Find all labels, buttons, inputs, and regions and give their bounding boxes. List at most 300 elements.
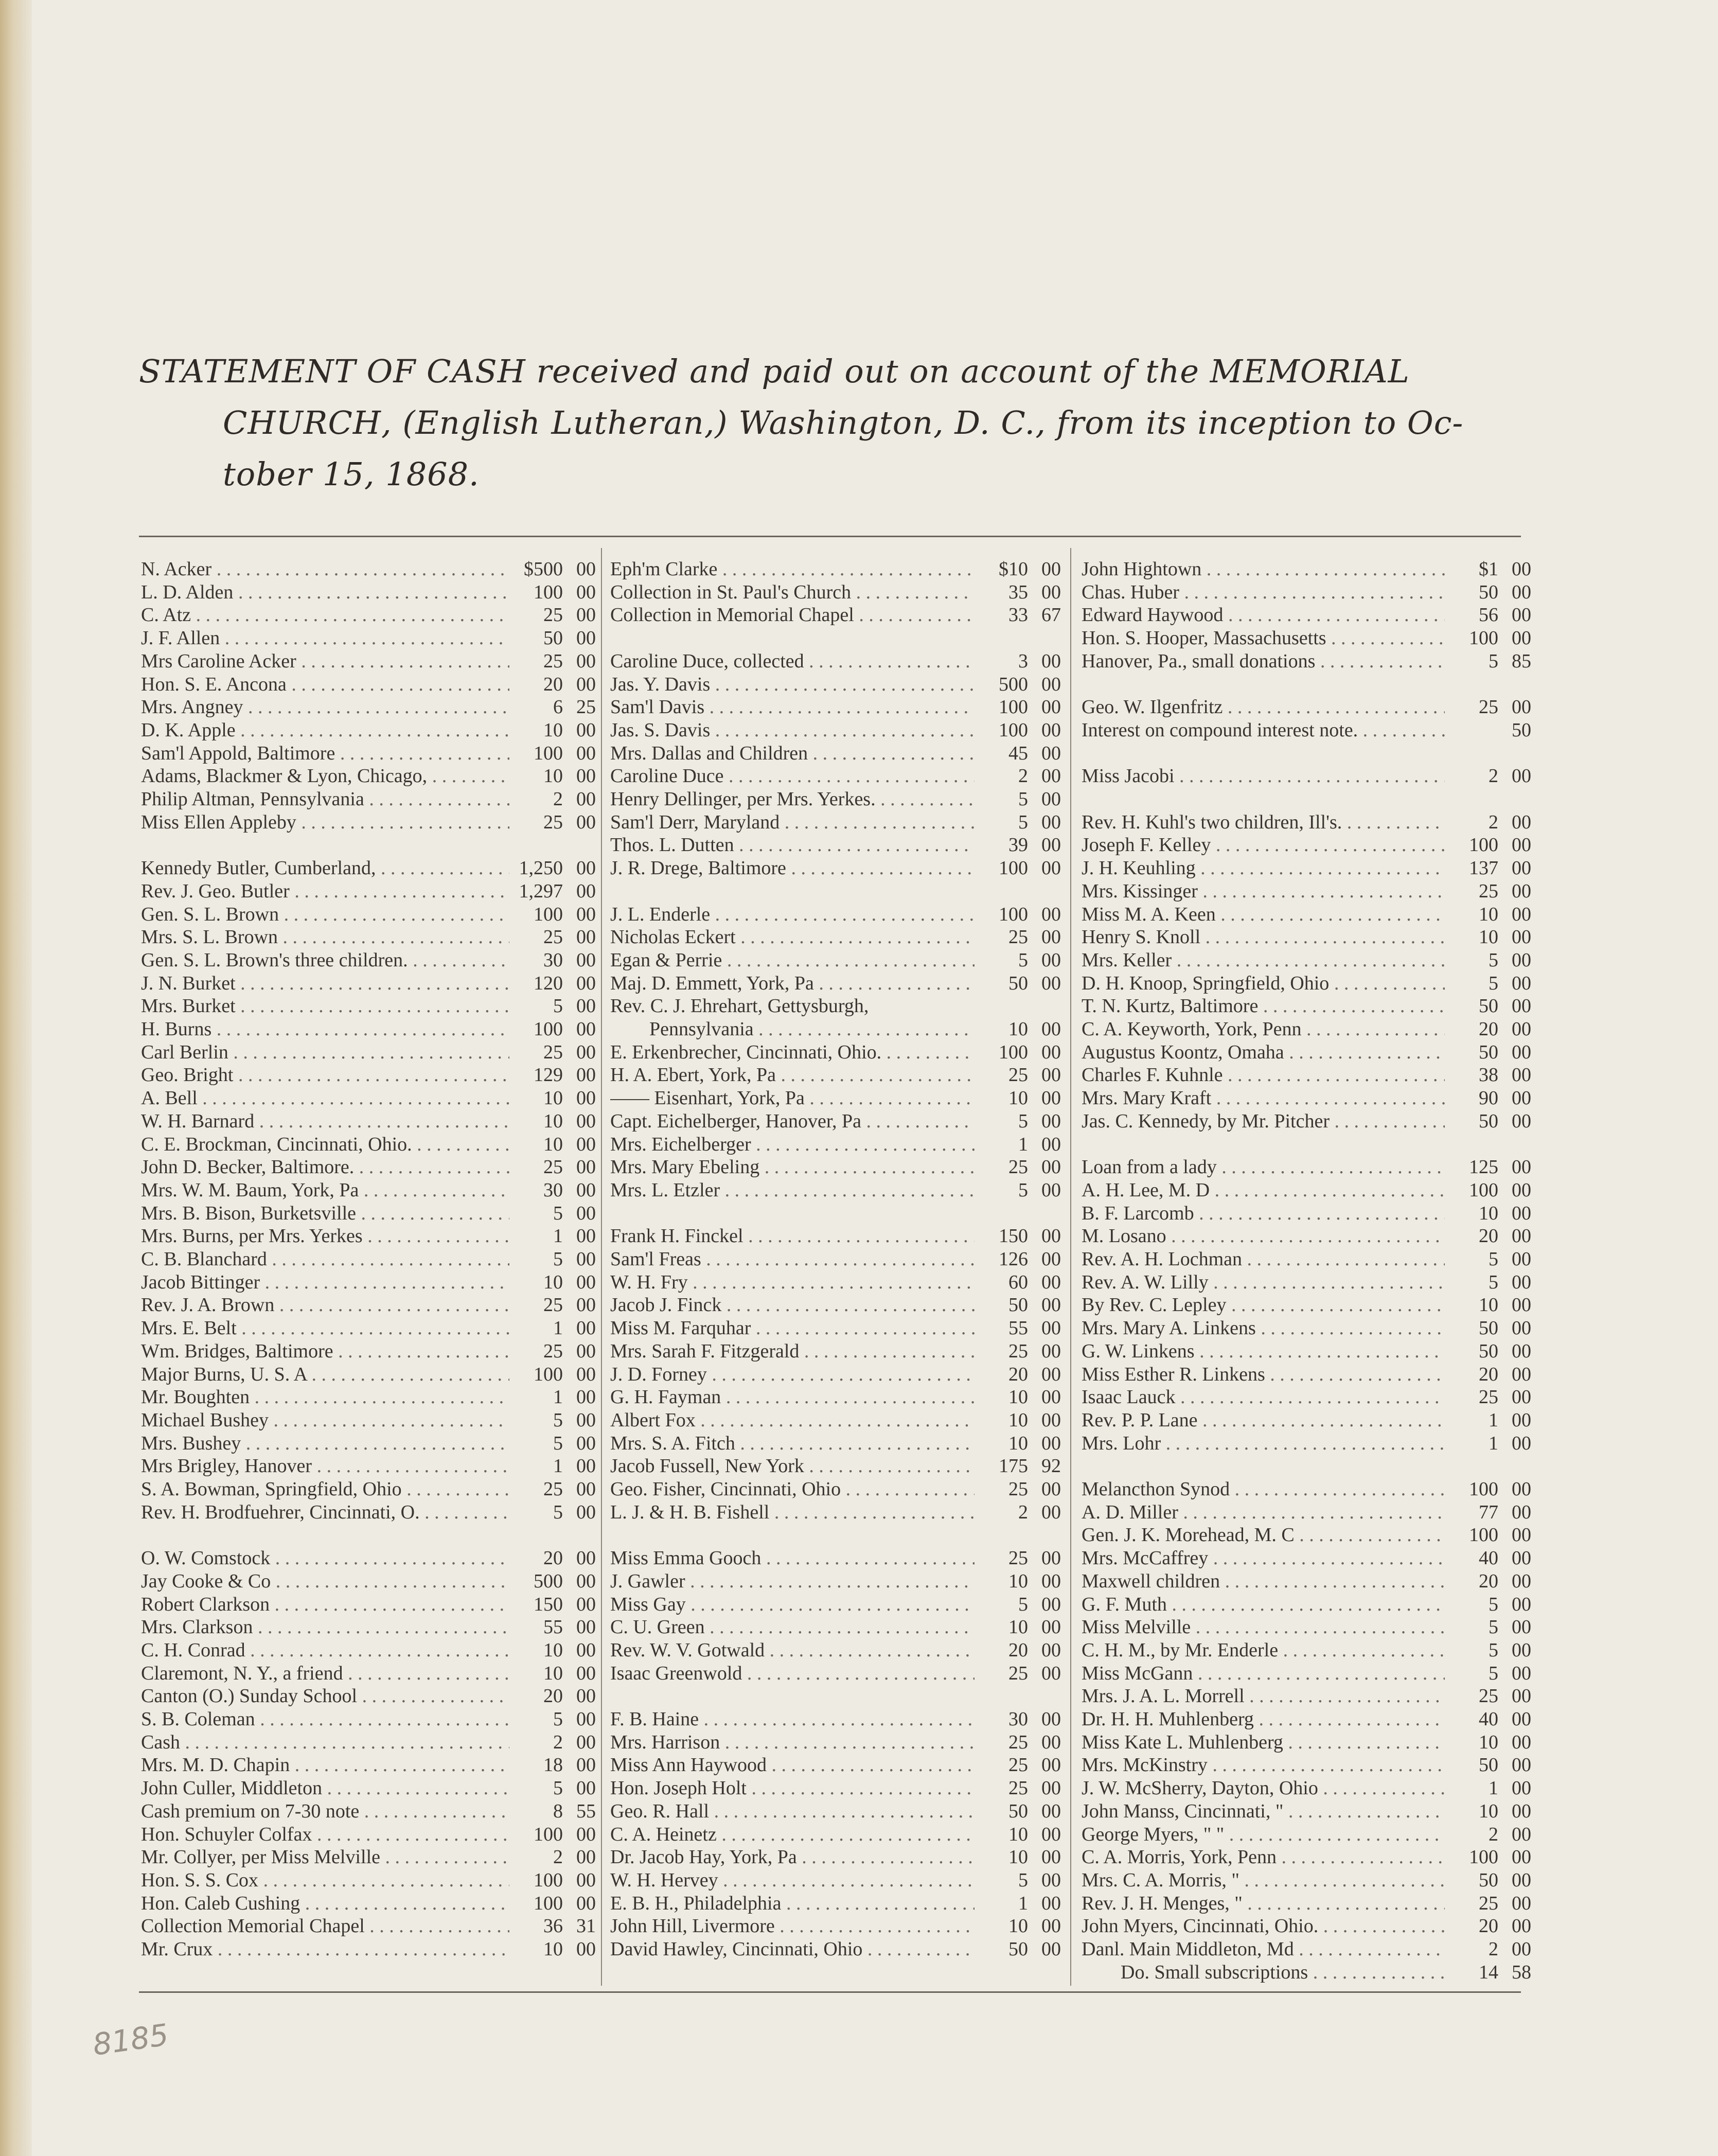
donor-name: Hon. Caleb Cushing . . . (141, 1892, 509, 1915)
donor-name: Cash . . . (141, 1731, 509, 1754)
amount-cents: 00 (1041, 1639, 1061, 1661)
donor-name: Gen. J. K. Morehead, M. C . . . (1082, 1524, 1445, 1546)
amount-cents: 00 (576, 1616, 596, 1638)
ledger-row (1078, 995, 1531, 1017)
amount-cents: 00 (1512, 558, 1531, 580)
ledger-row (138, 1363, 596, 1386)
amount-cents: 00 (1041, 1409, 1061, 1431)
amount-cents: 00 (1512, 834, 1531, 856)
ledger-row (607, 1179, 1061, 1201)
amount-cents: 00 (1041, 650, 1061, 672)
donor-name: Mrs. J. A. L. Morrell . . . (1082, 1685, 1445, 1707)
ledger-row (1078, 1869, 1531, 1892)
donor-name: Mrs. W. M. Baum, York, Pa . . . (141, 1179, 509, 1201)
amount-dollars: 20 (1479, 1225, 1498, 1247)
donor-name: Rev. W. V. Gotwald . . . (610, 1639, 975, 1662)
amount-cents: 00 (576, 1133, 596, 1155)
ledger-row (138, 673, 596, 696)
amount-dollars: 25 (543, 604, 563, 626)
amount-dollars: 77 (1479, 1501, 1498, 1523)
donor-name: Jay Cooke & Co . . . (141, 1570, 509, 1593)
ledger-row (607, 1915, 1061, 1937)
amount-dollars: 25 (1008, 1478, 1028, 1500)
amount-cents: 00 (1041, 742, 1061, 764)
amount-cents: 00 (1512, 1662, 1531, 1684)
amount-dollars: 5 (1489, 1616, 1498, 1638)
amount-dollars: 30 (543, 1179, 563, 1201)
ledger-row (138, 1754, 596, 1776)
amount-dollars: 2 (1018, 765, 1028, 787)
ledger-row (607, 1041, 1061, 1064)
donor-name: G. W. Linkens . . . (1082, 1340, 1445, 1363)
donor-name: Do. Small subscriptions . . . (1082, 1961, 1445, 1984)
amount-dollars: 2 (1489, 811, 1498, 833)
amount-dollars: 10 (1008, 1915, 1028, 1937)
ledger-row (138, 1133, 596, 1156)
amount-cents: 00 (1512, 696, 1531, 718)
donor-name: J. Gawler . . . (610, 1570, 975, 1593)
donor-name: A. D. Miller . . . (1082, 1501, 1445, 1524)
amount-cents: 00 (576, 949, 596, 971)
amount-cents: 92 (1041, 1455, 1061, 1477)
amount-dollars: 500 (534, 1570, 563, 1592)
amount-dollars: 50 (1008, 1800, 1028, 1822)
donor-name: Dr. Jacob Hay, York, Pa . . . (610, 1846, 975, 1868)
amount-dollars: 2 (553, 1731, 563, 1753)
amount-cents: 00 (1041, 1018, 1061, 1040)
amount-dollars: 10 (543, 765, 563, 787)
donor-name: E. B. H., Philadelphia . . . (610, 1892, 975, 1915)
ledger-row (607, 1340, 1061, 1363)
donor-name: Interest on compound interest note. . . . (1082, 719, 1445, 741)
amount-cents: 00 (1041, 1662, 1061, 1684)
amount-cents: 00 (1512, 1823, 1531, 1845)
ledger-row (138, 1202, 596, 1225)
ledger-row (1078, 1087, 1531, 1109)
amount-dollars: 125 (1469, 1156, 1498, 1178)
amount-cents: 00 (1041, 1271, 1061, 1293)
amount-dollars: 1 (1489, 1409, 1498, 1431)
amount-cents: 00 (1512, 604, 1531, 626)
amount-cents: 25 (576, 696, 596, 718)
amount-dollars: 5 (1018, 1593, 1028, 1615)
ledger-row (138, 857, 596, 879)
amount-cents: 00 (1512, 1938, 1531, 1960)
amount-dollars: 2 (553, 1846, 563, 1868)
amount-cents: 00 (1041, 1800, 1061, 1822)
amount-cents: 31 (576, 1915, 596, 1937)
amount-cents: 00 (576, 1570, 596, 1592)
amount-dollars: 100 (534, 581, 563, 603)
donor-name: J. W. McSherry, Dayton, Ohio . . . (1082, 1777, 1445, 1799)
amount-cents: 00 (1041, 1225, 1061, 1247)
ledger-row (607, 1248, 1061, 1270)
amount-dollars: 10 (543, 1087, 563, 1109)
ledger-row (1078, 1271, 1531, 1294)
ledger-row (607, 949, 1061, 971)
amount-cents: 00 (1512, 1754, 1531, 1776)
donor-name: Philip Altman, Pennsylvania . . . (141, 788, 509, 810)
ledger-row (1078, 1708, 1531, 1730)
donor-name: Jacob Fussell, New York . . . (610, 1455, 975, 1477)
amount-dollars: 100 (1469, 1846, 1498, 1868)
amount-dollars: 5 (553, 1708, 563, 1730)
ledger-row (138, 903, 596, 926)
ledger-row (607, 765, 1061, 787)
donor-name: Egan & Perrie . . . (610, 949, 975, 971)
amount-dollars: 20 (543, 1547, 563, 1569)
amount-dollars: 10 (543, 1133, 563, 1155)
amount-cents: 00 (1041, 1570, 1061, 1592)
amount-dollars: 25 (543, 1294, 563, 1316)
donor-name: C. H. M., by Mr. Enderle . . . (1082, 1639, 1445, 1662)
amount-cents: 00 (1041, 1777, 1061, 1799)
ledger-row (138, 1593, 596, 1616)
donor-name: O. W. Comstock . . . (141, 1547, 509, 1569)
donor-name: Frank H. Finckel . . . (610, 1225, 975, 1247)
donor-name: Mrs. McCaffrey . . . (1082, 1547, 1445, 1569)
amount-dollars: 20 (543, 1685, 563, 1707)
amount-dollars: 100 (1469, 1524, 1498, 1546)
ledger-row (138, 1478, 596, 1500)
amount-dollars: 25 (1008, 1731, 1028, 1753)
amount-cents: 00 (1512, 1708, 1531, 1730)
ledger-row (607, 673, 1061, 696)
ledger-row (1078, 719, 1531, 741)
ledger-row (1078, 1892, 1531, 1915)
amount-dollars: 10 (1008, 1087, 1028, 1109)
donor-name: B. F. Larcomb . . . (1082, 1202, 1445, 1225)
amount-dollars: 50 (1479, 1869, 1498, 1891)
amount-dollars: 45 (1008, 742, 1028, 764)
donor-name: G. H. Fayman . . . (610, 1386, 975, 1408)
ledger-row (138, 1501, 596, 1524)
amount-dollars: 10 (543, 1662, 563, 1684)
donor-name: Melancthon Synod . . . (1082, 1478, 1445, 1500)
amount-cents: 00 (576, 1087, 596, 1109)
amount-cents: 00 (576, 581, 596, 603)
donor-name: Edward Haywood . . . (1082, 604, 1445, 626)
amount-dollars: 5 (1018, 949, 1028, 971)
ledger-row (607, 1823, 1061, 1846)
amount-cents: 00 (1512, 857, 1531, 879)
ledger-row (607, 1386, 1061, 1408)
amount-cents: 00 (1041, 903, 1061, 925)
ledger-row (138, 880, 596, 903)
amount-cents: 00 (1041, 857, 1061, 879)
amount-dollars: 1 (1018, 1133, 1028, 1155)
amount-dollars: 33 (1008, 604, 1028, 626)
amount-dollars: 10 (543, 1938, 563, 1960)
amount-cents: 00 (1512, 1248, 1531, 1270)
ledger-row (1078, 1409, 1531, 1432)
amount-cents: 00 (1041, 1179, 1061, 1201)
amount-cents: 00 (1041, 1869, 1061, 1891)
ledger-row (138, 742, 596, 765)
amount-cents: 00 (1512, 949, 1531, 971)
top-rule (139, 536, 1521, 537)
amount-dollars: 150 (999, 1225, 1028, 1247)
ledger-row (138, 719, 596, 741)
ledger-row (607, 1409, 1061, 1432)
ledger-row (1078, 1938, 1531, 1960)
donor-name: Dr. H. H. Muhlenberg . . . (1082, 1708, 1445, 1730)
amount-dollars: 6 (553, 696, 563, 718)
donor-name: C. A. Heinetz . . . (610, 1823, 975, 1846)
ledger-row (138, 995, 596, 1017)
donor-name: Sam'l Davis . . . (610, 696, 975, 718)
donor-name: Geo. Fisher, Cincinnati, Ohio . . . (610, 1478, 975, 1500)
ledger-row (138, 1547, 596, 1569)
ledger-row (607, 995, 1061, 1017)
amount-dollars: 100 (534, 1869, 563, 1891)
donor-name: Mrs. Burket . . . (141, 995, 509, 1017)
amount-cents: 00 (576, 719, 596, 741)
amount-cents: 00 (1041, 1248, 1061, 1270)
amount-cents: 00 (576, 1685, 596, 1707)
donor-name: Hon. Joseph Holt . . . (610, 1777, 975, 1799)
amount-cents: 00 (576, 1064, 596, 1086)
amount-dollars: 5 (1018, 788, 1028, 810)
ledger-row (1078, 857, 1531, 879)
ledger-row (607, 1846, 1061, 1868)
amount-dollars: 100 (999, 1041, 1028, 1063)
amount-dollars: 10 (1479, 926, 1498, 948)
donor-name: Mrs. Mary Kraft . . . (1082, 1087, 1445, 1109)
donor-name: Collection in St. Paul's Church . . . (610, 581, 975, 604)
donor-name: Capt. Eichelberger, Hanover, Pa . . . (610, 1110, 975, 1133)
donor-name: Jacob Bittinger . . . (141, 1271, 509, 1294)
amount-dollars: 100 (1469, 1478, 1498, 1500)
amount-dollars: 5 (1489, 650, 1498, 672)
amount-cents: 00 (576, 880, 596, 902)
ledger-row (607, 1363, 1061, 1386)
amount-cents: 00 (1512, 1892, 1531, 1914)
amount-dollars: 1 (553, 1386, 563, 1408)
donor-name: Robert Clarkson . . . (141, 1593, 509, 1616)
donor-name: Hanover, Pa., small donations . . . (1082, 650, 1445, 673)
amount-dollars: 10 (1008, 1018, 1028, 1040)
amount-cents: 00 (1512, 1846, 1531, 1868)
amount-cents: 00 (1041, 811, 1061, 833)
donor-name: Rev. A. H. Lochman . . . (1082, 1248, 1445, 1270)
amount-cents: 00 (1512, 1087, 1531, 1109)
amount-cents: 00 (1512, 1271, 1531, 1293)
donor-name: Henry Dellinger, per Mrs. Yerkes. . . . (610, 788, 975, 810)
donor-name: By Rev. C. Lepley . . . (1082, 1294, 1445, 1316)
amount-dollars: 50 (1479, 581, 1498, 603)
ledger-row (138, 558, 596, 580)
amount-cents: 00 (1512, 1915, 1531, 1937)
amount-dollars: 14 (1479, 1961, 1498, 1983)
amount-dollars: 1 (553, 1317, 563, 1339)
amount-dollars: 5 (553, 1501, 563, 1523)
amount-cents: 00 (1041, 1593, 1061, 1615)
amount-cents: 00 (1041, 1317, 1061, 1339)
ledger-row (138, 1938, 596, 1960)
ledger-row (607, 1731, 1061, 1754)
amount-cents: 00 (1041, 1064, 1061, 1086)
donor-name: Mrs. Mary Ebeling . . . (610, 1156, 975, 1178)
ledger-row (607, 1225, 1061, 1247)
donor-name: Miss Esther R. Linkens . . . (1082, 1363, 1445, 1386)
donor-name: Sam'l Derr, Maryland . . . (610, 811, 975, 834)
amount-dollars: 25 (1008, 1340, 1028, 1362)
ledger-row (1078, 1248, 1531, 1270)
amount-dollars: 100 (1469, 834, 1498, 856)
ledger-row (607, 1501, 1061, 1524)
ledger-row (1078, 1340, 1531, 1363)
amount-cents: 00 (1041, 1340, 1061, 1362)
donor-name: Danl. Main Middleton, Md . . . (1082, 1938, 1445, 1960)
amount-cents: 00 (1041, 1754, 1061, 1776)
ledger-row (138, 1248, 596, 1270)
amount-cents: 00 (1041, 1041, 1061, 1063)
donor-name: S. B. Coleman . . . (141, 1708, 509, 1730)
amount-dollars: 35 (1008, 581, 1028, 603)
amount-dollars: 10 (543, 1110, 563, 1132)
donor-name: Charles F. Kuhnle . . . (1082, 1064, 1445, 1086)
amount-dollars: 2 (1489, 1938, 1498, 1960)
amount-cents: 00 (576, 1938, 596, 1960)
ledger-row (1078, 1041, 1531, 1064)
amount-dollars: 1 (1489, 1432, 1498, 1454)
amount-cents: 00 (576, 1892, 596, 1914)
donor-name: Hon. S. S. Cox . . . (141, 1869, 509, 1892)
column-divider (601, 548, 602, 1986)
donor-name: Mrs. Clarkson . . . (141, 1616, 509, 1638)
ledger-row (1078, 926, 1531, 948)
amount-dollars: 1 (1489, 1777, 1498, 1799)
donor-name: John D. Becker, Baltimore. . . . (141, 1156, 509, 1178)
ledger-row (138, 1225, 596, 1247)
amount-cents: 00 (1512, 1294, 1531, 1316)
amount-dollars: 5 (1489, 1248, 1498, 1270)
amount-cents: 00 (576, 811, 596, 833)
ledger-row (138, 581, 596, 604)
amount-cents: 00 (1512, 1110, 1531, 1132)
ledger-row (607, 1616, 1061, 1638)
amount-dollars: 25 (1479, 1685, 1498, 1707)
amount-cents: 00 (576, 1639, 596, 1661)
amount-dollars: 5 (1018, 811, 1028, 833)
donor-name: Jas. S. Davis . . . (610, 719, 975, 741)
ledger-row (1078, 1846, 1531, 1868)
ledger-row (1078, 1731, 1531, 1754)
amount-dollars: 5 (1489, 1271, 1498, 1293)
donor-name: Nicholas Eckert . . . (610, 926, 975, 948)
amount-cents: 00 (1512, 1225, 1531, 1247)
ledger-row (138, 1869, 596, 1892)
ledger-row (1078, 972, 1531, 995)
amount-dollars: 40 (1479, 1708, 1498, 1730)
donor-name: A. H. Lee, M. D . . . (1082, 1179, 1445, 1201)
amount-cents: 67 (1041, 604, 1061, 626)
amount-dollars: 25 (1479, 696, 1498, 718)
amount-dollars: 5 (553, 1409, 563, 1431)
amount-dollars: 10 (1479, 1294, 1498, 1316)
amount-dollars: $10 (999, 558, 1028, 580)
amount-dollars: 25 (1008, 1777, 1028, 1799)
ledger-row (138, 1041, 596, 1064)
donor-name: Rev. P. P. Lane . . . (1082, 1409, 1445, 1432)
ledger-row (138, 1294, 596, 1316)
amount-dollars: 20 (543, 673, 563, 695)
ledger-row (138, 650, 596, 673)
amount-cents: 00 (576, 1593, 596, 1615)
ledger-row (138, 1432, 596, 1455)
donor-name: Pennsylvania . . . (610, 1018, 975, 1040)
amount-cents: 00 (1512, 1432, 1531, 1454)
amount-cents: 00 (1041, 1363, 1061, 1385)
donor-name: Mrs. Eichelberger . . . (610, 1133, 975, 1156)
amount-dollars: 50 (1479, 1317, 1498, 1339)
amount-dollars: 55 (1008, 1317, 1028, 1339)
donor-name: Miss Jacobi . . . (1082, 765, 1445, 787)
amount-dollars: 10 (1008, 1823, 1028, 1845)
amount-cents: 00 (1512, 1064, 1531, 1086)
amount-cents: 00 (576, 765, 596, 787)
donor-name: J. F. Allen . . . (141, 627, 509, 649)
amount-cents: 00 (1041, 558, 1061, 580)
amount-dollars: 3 (1018, 650, 1028, 672)
amount-dollars: 20 (1479, 1915, 1498, 1937)
donor-name: Jacob J. Finck . . . (610, 1294, 975, 1316)
donor-name: Michael Bushey . . . (141, 1409, 509, 1432)
ledger-row (607, 1777, 1061, 1799)
amount-dollars: 5 (1018, 1869, 1028, 1891)
amount-cents: 00 (576, 1501, 596, 1523)
ledger-row (1078, 1777, 1531, 1799)
amount-dollars: 10 (1479, 903, 1498, 925)
amount-dollars: 5 (553, 995, 563, 1017)
ledger-row (1078, 1685, 1531, 1707)
donor-name: Jas. Y. Davis . . . (610, 673, 975, 696)
donor-name: Joseph F. Kelley . . . (1082, 834, 1445, 856)
ledger-row (607, 1708, 1061, 1730)
amount-dollars: 25 (1008, 1754, 1028, 1776)
amount-cents: 00 (1512, 1409, 1531, 1431)
ledger-row (138, 1409, 596, 1432)
amount-dollars: $500 (524, 558, 563, 580)
ledger-row (138, 926, 596, 948)
column-1 (138, 558, 596, 1996)
donor-name: G. F. Muth . . . (1082, 1593, 1445, 1616)
donor-name: Miss Melville . . . (1082, 1616, 1445, 1638)
amount-cents: 00 (1041, 1133, 1061, 1155)
ledger-row (607, 650, 1061, 673)
amount-dollars: 55 (543, 1616, 563, 1638)
amount-cents: 00 (1041, 1110, 1061, 1132)
donor-name: John Hightown . . . (1082, 558, 1445, 580)
donor-name: John Manss, Cincinnati, " . . . (1082, 1800, 1445, 1823)
ledger-row (1078, 949, 1531, 971)
ledger-row (1078, 1225, 1531, 1247)
column-2 (607, 558, 1061, 1996)
amount-dollars: 100 (1469, 1179, 1498, 1201)
amount-dollars: 50 (1479, 1754, 1498, 1776)
ledger-row (607, 1547, 1061, 1569)
amount-dollars: $1 (1479, 558, 1498, 580)
amount-dollars: 25 (1008, 1547, 1028, 1569)
donor-name: N. Acker . . . (141, 558, 509, 580)
amount-cents: 00 (576, 1478, 596, 1500)
ledger-row (1078, 1432, 1531, 1455)
donor-name: Miss Emma Gooch . . . (610, 1547, 975, 1569)
amount-cents: 00 (576, 1777, 596, 1799)
ledger-row (607, 788, 1061, 810)
amount-cents: 00 (576, 926, 596, 948)
